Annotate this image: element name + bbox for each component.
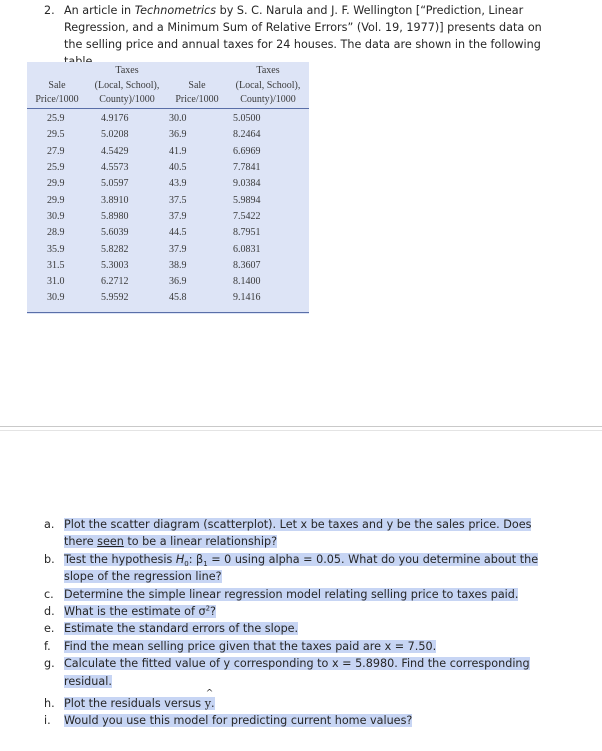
table-cell: 5.6039 xyxy=(101,227,129,239)
table-row xyxy=(27,143,309,159)
table-row xyxy=(27,290,309,306)
journal-name: Technometrics xyxy=(134,4,217,17)
superscript: 2 xyxy=(205,604,211,613)
question-b xyxy=(44,551,564,586)
table-row xyxy=(27,241,309,257)
table-cell: 45.8 xyxy=(169,292,187,304)
table-cell: 5.8282 xyxy=(101,243,129,255)
hypothesis-symbol: H xyxy=(175,552,185,566)
header-cell: Taxes xyxy=(115,65,139,76)
question-h xyxy=(44,695,564,712)
question-c xyxy=(44,586,564,603)
question-text-part: Plot the residuals versus xyxy=(64,697,205,711)
table-cell: 29.9 xyxy=(47,194,65,206)
table-cell: 30.0 xyxy=(169,113,187,125)
header-cell: Sale xyxy=(188,79,206,91)
table-cell: 25.9 xyxy=(47,162,65,174)
question-text: Determine the simple linear regression model relating selling price to taxes paid. xyxy=(64,587,519,601)
question-text xyxy=(64,605,216,618)
table-cell: 40.5 xyxy=(169,162,187,174)
table-row xyxy=(27,127,309,143)
table-cell: 31.0 xyxy=(47,276,65,288)
question-letter: h. xyxy=(44,697,55,711)
question-text xyxy=(64,697,215,710)
table-cell: 44.5 xyxy=(169,227,187,239)
problem-intro-rest: by S. C. Narula and J. F. Wellington [“Prediction, Linear Regression, and a Minimum Sum of Relative Errors” (Vol. 19, 1977)] presents data on the selling price and annual taxes for 24 houses. The data are shown in the following xyxy=(64,4,542,51)
problem-number: 2. xyxy=(44,4,55,17)
question-letter: i. xyxy=(44,714,51,728)
table-header-row-1 xyxy=(27,62,309,77)
header-cell: Price/1000 xyxy=(167,91,227,108)
question-letter: f. xyxy=(44,639,51,653)
question-i xyxy=(44,712,564,729)
question-text-part: What is the estimate of σ xyxy=(64,605,206,619)
table-cell: 5.8980 xyxy=(101,210,129,222)
table-cell: 25.9 xyxy=(47,113,65,125)
table-row xyxy=(27,159,309,175)
header-cell: Sale xyxy=(48,79,66,91)
question-g xyxy=(44,655,564,690)
header-cell xyxy=(167,62,227,77)
table-cell: 9.0384 xyxy=(233,178,261,190)
header-cell: (Local, School), xyxy=(235,79,301,91)
question-letter: b. xyxy=(44,552,55,566)
subscript: 0 xyxy=(184,560,189,569)
table-row xyxy=(27,208,309,224)
table-cell: 8.3607 xyxy=(233,259,261,271)
table-cell: 6.0831 xyxy=(233,243,261,255)
question-letter: c. xyxy=(44,587,54,601)
table-cell: 5.3003 xyxy=(101,259,129,271)
question-text: Calculate the fitted value of y corresponding to x = 5.8980. Find the corresponding residual. xyxy=(64,657,530,688)
table-cell: 30.9 xyxy=(47,292,65,304)
table-cell: 41.9 xyxy=(169,145,187,157)
header-cell: (Local, School), xyxy=(94,79,160,91)
table-row xyxy=(27,108,309,127)
question-text-part: to be a linear relationship? xyxy=(123,535,278,549)
question-text xyxy=(64,518,531,548)
header-cell xyxy=(27,62,87,77)
question-text-part: ? xyxy=(210,605,216,619)
table-cell: 36.9 xyxy=(169,129,187,141)
table-row xyxy=(27,192,309,208)
table-row xyxy=(27,176,309,192)
table-cell: 4.9176 xyxy=(101,113,129,125)
question-letter: e. xyxy=(44,622,55,636)
table-cell: 7.7841 xyxy=(233,162,261,174)
table-cell: 8.1400 xyxy=(233,276,261,288)
table-row xyxy=(27,225,309,241)
header-cell: Price/1000 xyxy=(27,91,87,108)
table-cell: 29.9 xyxy=(47,178,65,190)
table-cell: 5.9894 xyxy=(233,194,261,206)
table-cell: 38.9 xyxy=(169,259,187,271)
table-bottom-rule xyxy=(27,312,309,313)
table-cell: 31.5 xyxy=(47,259,65,271)
table-cell: 28.9 xyxy=(47,227,65,239)
question-a xyxy=(44,516,564,551)
question-text-part: Test the hypothesis xyxy=(64,552,176,566)
question-text: Estimate the standard errors of the slope. xyxy=(64,622,299,636)
question-f xyxy=(44,638,564,655)
table-cell: 29.5 xyxy=(47,129,65,141)
subscript: 1 xyxy=(203,560,208,569)
question-text: Find the mean selling price given that the taxes paid are x = 7.50. xyxy=(64,639,437,653)
header-cell: Taxes xyxy=(256,65,280,76)
question-text-part: Plot the scatter diagram (scatterplot). Let x be taxes and y be the sales price. Does there xyxy=(64,518,532,549)
table-cell: 5.0208 xyxy=(101,129,129,141)
question-e xyxy=(44,620,564,637)
table-cell: 6.2712 xyxy=(101,276,129,288)
problem-statement xyxy=(44,2,554,70)
table-cell: 5.9592 xyxy=(101,292,129,304)
table-cell: 9.1416 xyxy=(233,292,261,304)
question-text-part: : β xyxy=(188,552,204,566)
question-text-part: . xyxy=(211,697,215,711)
table-cell: 30.9 xyxy=(47,210,65,222)
y-hat-symbol: ^ y xyxy=(205,695,211,712)
table-row xyxy=(27,257,309,273)
table-cell: 5.0500 xyxy=(233,113,261,125)
table-cell: 4.5573 xyxy=(101,162,129,174)
question-text: Would you use this model for predicting current home values? xyxy=(64,714,413,728)
table-cell: 37.5 xyxy=(169,194,187,206)
data-table xyxy=(27,62,309,306)
section-divider xyxy=(0,426,602,427)
table-cell: 7.5422 xyxy=(233,210,261,222)
problem-intro: An article in xyxy=(64,4,135,17)
table-cell: 43.9 xyxy=(169,178,187,190)
table-cell: 8.2464 xyxy=(233,129,261,141)
question-list xyxy=(44,516,564,730)
table-cell: 4.5429 xyxy=(101,145,129,157)
table-cell: 3.8910 xyxy=(101,194,129,206)
question-d xyxy=(44,603,564,620)
table-cell: 37.9 xyxy=(169,243,187,255)
table-cell: 6.6969 xyxy=(233,145,261,157)
question-letter: d. xyxy=(44,605,55,619)
table-cell: 27.9 xyxy=(47,145,65,157)
question-letter: g. xyxy=(44,657,55,671)
table-cell: 5.0597 xyxy=(101,178,129,190)
question-letter: a. xyxy=(44,518,55,531)
header-cell: County)/1000 xyxy=(227,91,309,108)
table-cell: 8.7951 xyxy=(233,227,261,239)
section-divider-light xyxy=(0,430,602,431)
data-table-container xyxy=(27,62,309,314)
question-text xyxy=(64,553,538,583)
table-header-row-3 xyxy=(27,91,309,108)
table-row xyxy=(27,273,309,289)
table-cell: 35.9 xyxy=(47,243,65,255)
table-header-row-2 xyxy=(27,77,309,92)
table-cell: 36.9 xyxy=(169,276,187,288)
question-text-part: = 0 using alpha = 0.05. What do you determine about the slope of the regression line? xyxy=(64,552,539,584)
header-cell: County)/1000 xyxy=(87,91,167,108)
problem-text xyxy=(64,2,554,70)
spelling-flagged-word: seen xyxy=(97,535,124,549)
table-cell: 37.9 xyxy=(169,210,187,222)
